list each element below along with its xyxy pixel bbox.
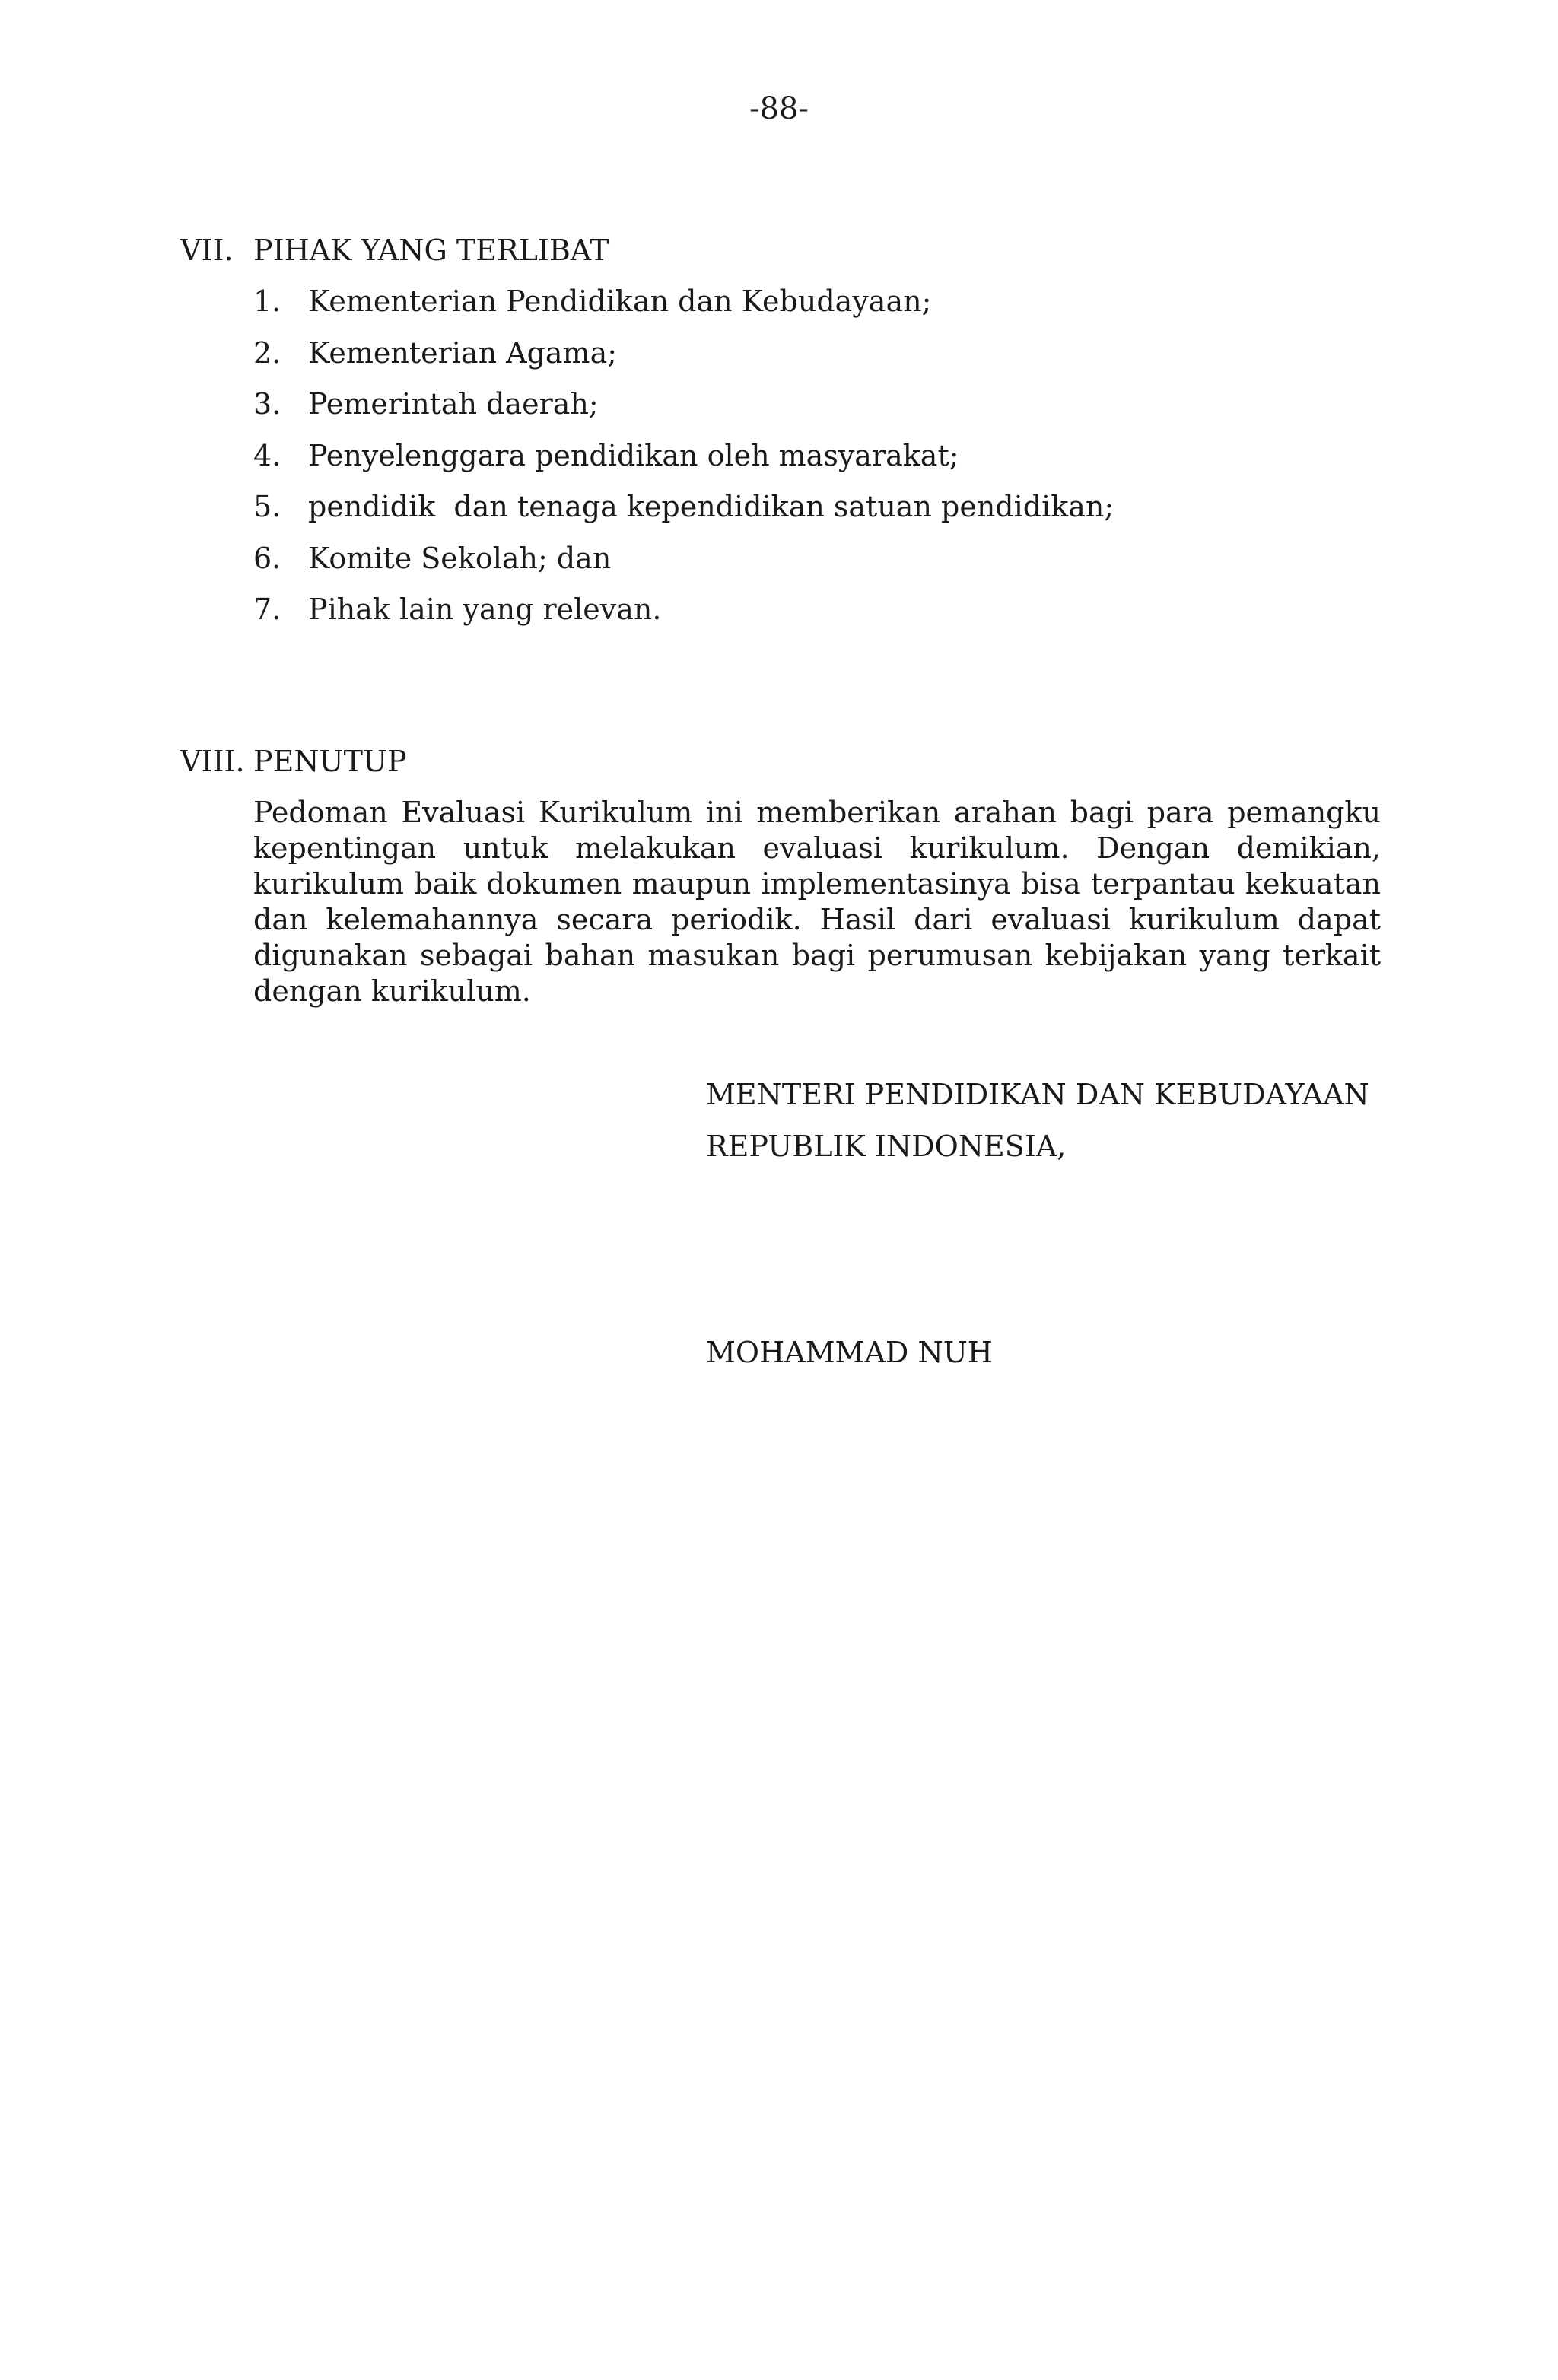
- section-vii-number: VII.: [180, 234, 234, 267]
- list-item: [253, 590, 1114, 642]
- list-item: [253, 539, 1114, 591]
- list-item-text: Pihak lain yang relevan.: [308, 593, 662, 626]
- signature-title-line1: MENTERI PENDIDIKAN DAN KEBUDAYAAN: [706, 1078, 1369, 1111]
- section-viii-number: VIII.: [180, 745, 245, 778]
- section-viii-title: PENUTUP: [253, 745, 407, 778]
- section-vii-title: PIHAK YANG TERLIBAT: [253, 234, 609, 267]
- list-item-number: 7.: [253, 593, 281, 626]
- signature-name: MOHAMMAD NUH: [706, 1336, 993, 1369]
- list-item-number: 5.: [253, 490, 281, 523]
- list-item: [253, 437, 1114, 488]
- list-item-number: 3.: [253, 387, 281, 421]
- closing-paragraph: Pedoman Evaluasi Kurikulum ini memberikan arahan bagi para pemangku kepentingan untuk melakukan evaluasi kurikulum. Dengan demikian, kurikulum baik dokumen maupun implementasinya bisa terpantau kekuatan dan kelemahannya secara periodik. Hasil dari evaluasi kurikulum dapat digunakan sebagai bahan masukan bagi perumusan kebijakan yang terkait dengan kurikulum.: [253, 796, 1381, 1008]
- section-vii-heading: [180, 231, 609, 269]
- list-item-text: Penyelenggara pendidikan oleh masyarakat;: [308, 438, 959, 472]
- section-viii-heading: [180, 742, 407, 780]
- list-item-number: 1.: [253, 284, 281, 318]
- list-item-number: 2.: [253, 335, 281, 370]
- list-item-text: Pemerintah daerah;: [308, 387, 599, 421]
- list-item: [253, 385, 1114, 437]
- list-item: [253, 282, 1114, 334]
- list-item-number: 4.: [253, 438, 281, 472]
- page-number: -88-: [749, 91, 809, 126]
- list-item-number: 6.: [253, 541, 281, 575]
- stakeholder-list: [253, 282, 1114, 642]
- list-item-text: Kementerian Pendidikan dan Kebudayaan;: [308, 284, 932, 318]
- list-item: [253, 334, 1114, 386]
- list-item-text: Komite Sekolah; dan: [308, 541, 612, 575]
- list-item: [253, 488, 1114, 539]
- signature-title-line2: REPUBLIK INDONESIA,: [706, 1130, 1067, 1163]
- list-item-text: pendidik dan tenaga kependidikan satuan pendidikan;: [308, 490, 1114, 523]
- list-item-text: Kementerian Agama;: [308, 335, 618, 370]
